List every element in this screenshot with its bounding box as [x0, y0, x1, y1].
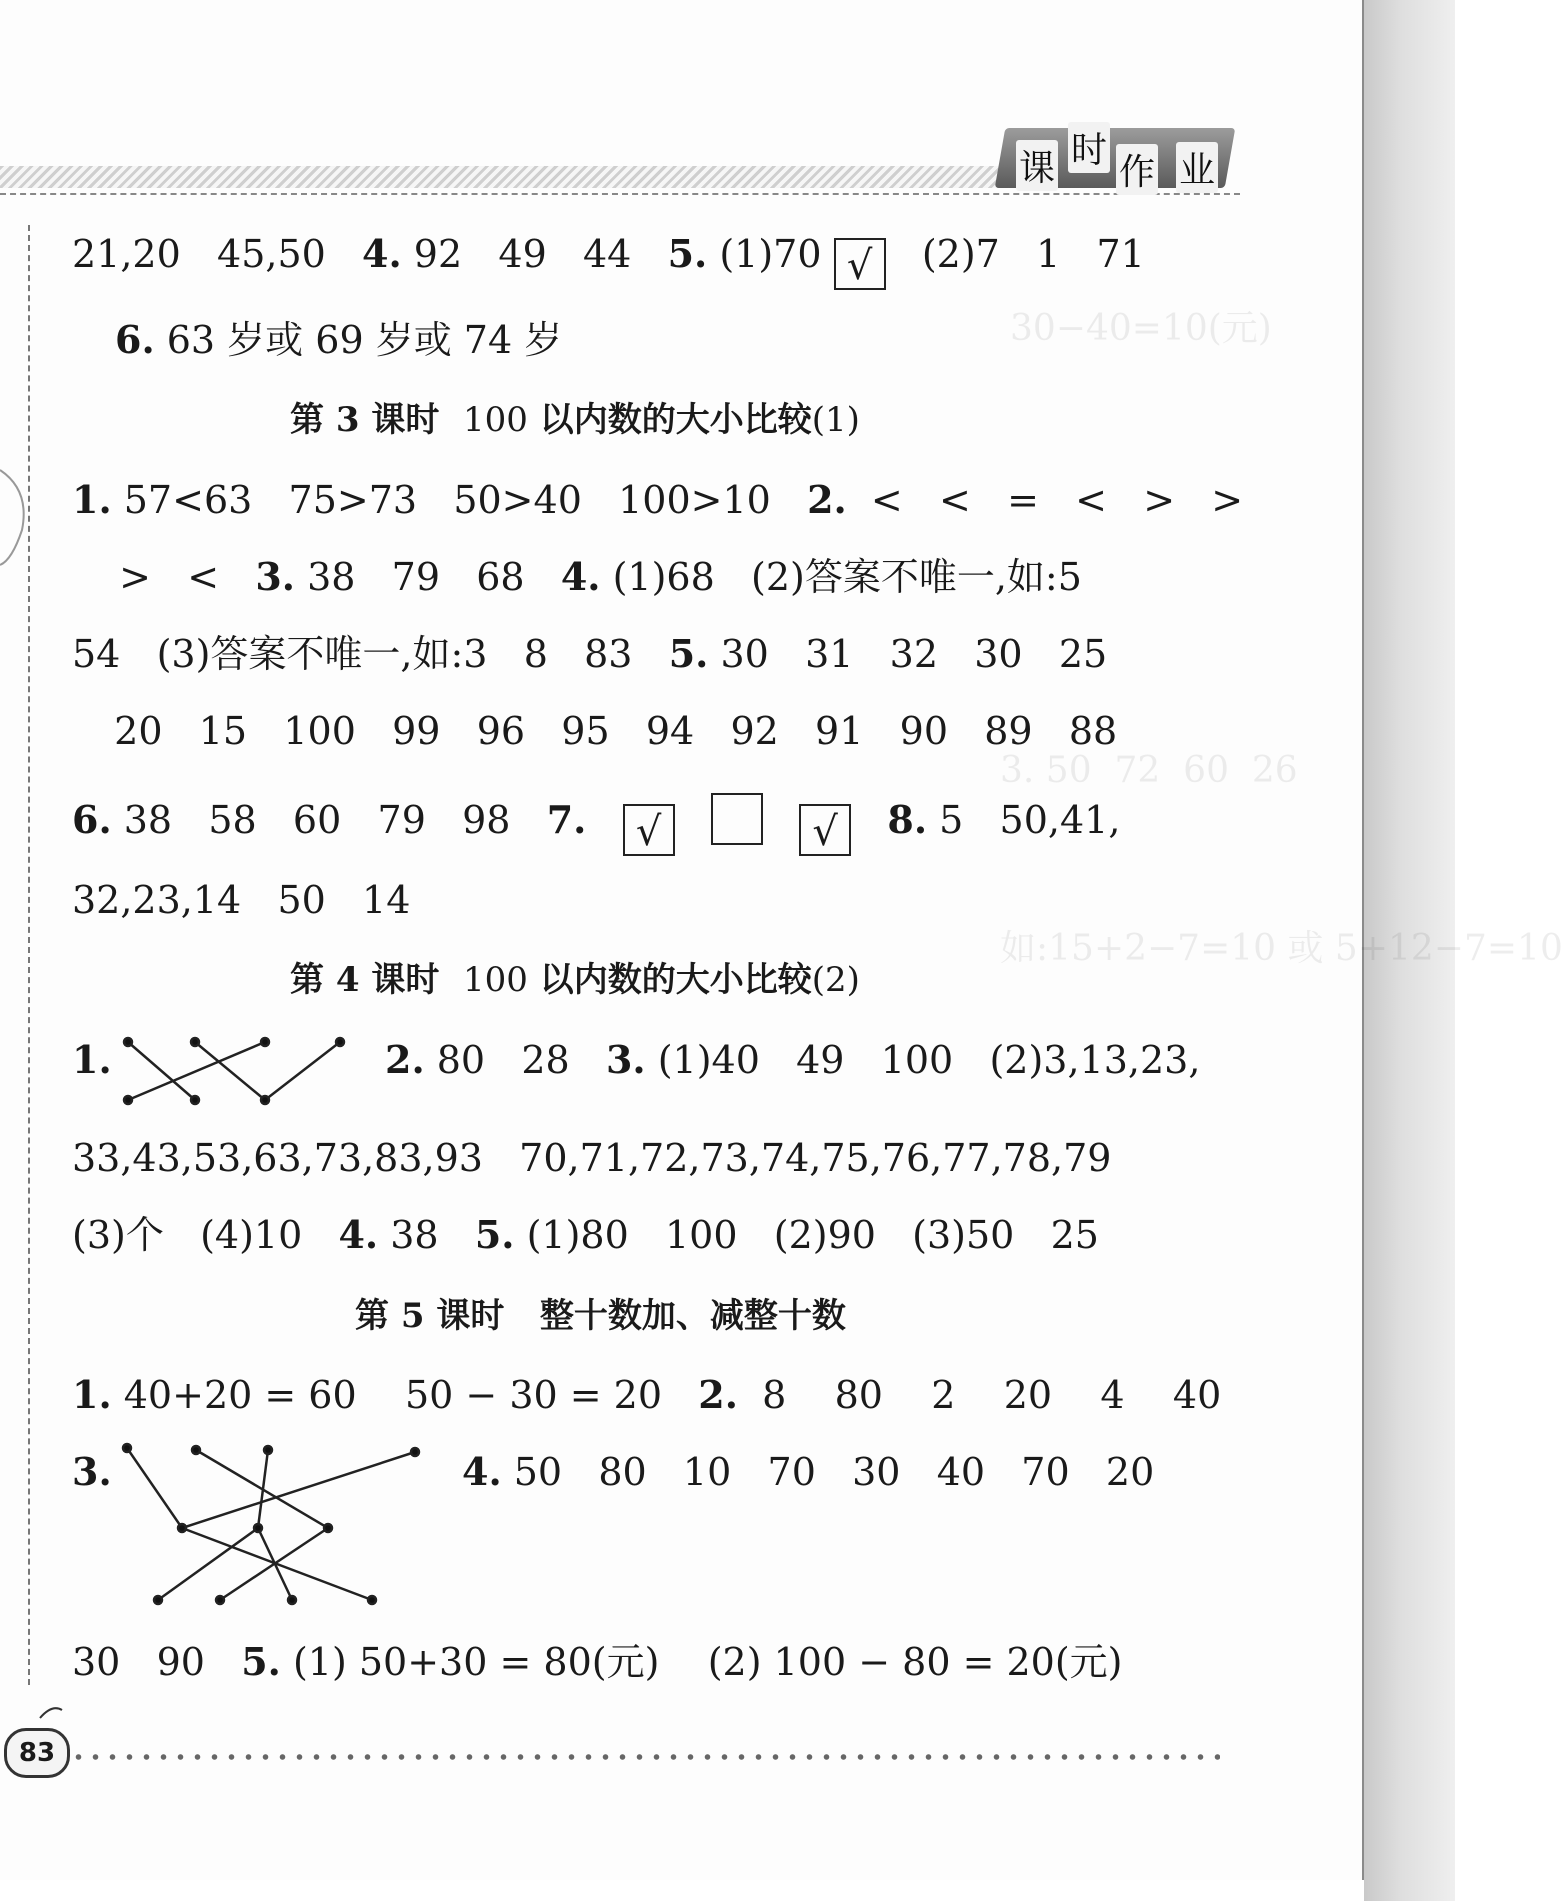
question-number: 2. — [385, 1037, 425, 1082]
answer-text: 57<63 75>73 50>40 100>10 — [111, 478, 808, 522]
apple-icon — [40, 1708, 62, 1718]
match-dot — [178, 1524, 186, 1532]
match-line — [127, 1448, 182, 1528]
match-dot — [216, 1596, 224, 1604]
page-number: 83 — [4, 1728, 70, 1778]
match-dot — [368, 1596, 376, 1604]
question-number: 4. — [362, 231, 402, 276]
answer-text: 30 31 32 30 25 — [708, 632, 1108, 676]
question-number: 2. — [807, 477, 847, 522]
match-line — [258, 1450, 268, 1528]
match-dot — [264, 1446, 272, 1454]
answer-text: (1) 50+30 = 80(元) (2) 100 − 80 = 20(元) — [280, 1640, 1123, 1684]
question-number: 4. — [462, 1449, 502, 1494]
question-number: 3. — [605, 1037, 646, 1082]
match-dot — [123, 1444, 131, 1452]
margin-leaf-doodle — [0, 470, 24, 565]
heading-text: 100 — [463, 400, 528, 440]
question-number: 4. — [338, 1212, 379, 1257]
answer-text: 80 28 — [424, 1038, 606, 1082]
match-dot — [324, 1524, 332, 1532]
answer-text: > < — [95, 555, 256, 599]
show-through-text: 如:15+2−7=10 或 5+12−7=10 — [1000, 928, 1563, 969]
question-number: 6. — [115, 317, 155, 362]
question-number: 1. — [72, 1037, 112, 1082]
answer-text: 38 79 68 — [294, 555, 561, 599]
heading-text: (1) — [811, 400, 860, 440]
question-number: 6. — [72, 797, 112, 842]
match-dot — [261, 1096, 269, 1104]
heading-text: 第 5 课时 整十数加、减整十数 — [355, 1296, 846, 1336]
answer-text: (1)70 — [707, 232, 834, 276]
answer-text: 5 50,41, — [927, 798, 1121, 842]
heading-text: 以内数的大小比较 — [527, 400, 812, 440]
answer-text: (1)80 100 (2)90 (3)50 25 — [514, 1213, 1099, 1257]
match-dot — [411, 1448, 419, 1456]
answer-text: 38 58 60 79 98 — [111, 798, 547, 842]
match-dot — [124, 1038, 132, 1046]
question-number: 5. — [668, 631, 709, 676]
match-line — [265, 1042, 340, 1100]
title-char-3: 作 — [1116, 144, 1158, 195]
show-through-text: 30−40=10(元) — [1010, 308, 1272, 349]
match-dot — [191, 1096, 199, 1104]
question-number: 1. — [72, 1372, 112, 1417]
match-line — [128, 1042, 195, 1100]
question-number: 3. — [72, 1449, 112, 1494]
answer-text: 54 (3)答案不唯一,如:3 8 83 — [72, 632, 669, 676]
match-dot — [254, 1524, 262, 1532]
title-char-1: 课 — [1016, 140, 1058, 191]
answer-text: 32,23,14 50 14 — [72, 878, 411, 922]
answer-text: 38 — [378, 1213, 475, 1257]
matching-diagram-q3 — [123, 1444, 419, 1604]
question-number: 5. — [667, 231, 708, 276]
match-dot — [336, 1038, 344, 1046]
question-number: 8. — [887, 797, 928, 842]
answer-text: 40+20 = 60 50 − 30 = 20 — [111, 1373, 699, 1417]
answer-text: 50 80 10 70 30 40 70 20 — [501, 1450, 1155, 1494]
match-line — [195, 1042, 265, 1100]
answer-text: (1)40 49 100 (2)3,13,23, — [645, 1038, 1201, 1082]
title-char-4: 业 — [1176, 142, 1218, 193]
match-dot — [261, 1038, 269, 1046]
check-box-checked: √ — [834, 238, 886, 290]
question-number: 5. — [474, 1212, 515, 1257]
leaf-outline — [0, 470, 24, 565]
answer-text: 8 80 2 20 4 40 — [737, 1373, 1222, 1417]
question-number: 1. — [72, 477, 112, 522]
answer-text: 33,43,53,63,73,83,93 70,71,72,73,74,75,76,77,78,79 — [72, 1136, 1112, 1180]
question-number: 7. — [546, 797, 587, 842]
match-dot — [154, 1596, 162, 1604]
question-number: 5. — [241, 1639, 281, 1684]
answer-text: (3)个 (4)10 — [72, 1213, 339, 1257]
heading-text: 以内数的大小比较 — [527, 960, 812, 1000]
footer-dotted-line — [70, 1752, 1220, 1762]
answer-text: 63 岁或 69 岁或 74 岁 — [154, 318, 563, 362]
answer-text: < < = < > > — [846, 478, 1244, 522]
check-box-checked: √ — [799, 804, 851, 856]
answer-text: 30 90 — [72, 1640, 242, 1684]
answer-text: 21,20 45,50 — [72, 232, 363, 276]
question-number: 4. — [560, 554, 601, 599]
matching-diagram-q1 — [124, 1038, 344, 1104]
answer-text: (1)68 (2)答案不唯一,如:5 — [600, 555, 1082, 599]
answer-text: 20 15 100 99 96 95 94 92 91 90 89 88 — [90, 709, 1118, 753]
heading-text: 第 3 课时 — [290, 400, 464, 440]
answer-text: (2)7 1 71 — [885, 232, 1145, 276]
heading-text: (2) — [811, 960, 860, 1000]
check-box-checked: √ — [623, 804, 675, 856]
match-dot — [191, 1038, 199, 1046]
match-line — [128, 1042, 265, 1100]
match-dot — [192, 1446, 200, 1454]
match-line — [182, 1528, 372, 1600]
apple-stem — [40, 1708, 62, 1718]
title-char-2: 时 — [1068, 122, 1110, 173]
answer-text: 92 49 44 — [401, 232, 668, 276]
question-number: 3. — [255, 554, 295, 599]
match-dot — [288, 1596, 296, 1604]
show-through-text: 3. 50 72 60 26 — [1000, 750, 1298, 791]
heading-text: 第 4 课时 — [290, 960, 464, 1000]
heading-text: 100 — [463, 960, 528, 1000]
question-number: 2. — [698, 1372, 738, 1417]
match-line — [220, 1528, 328, 1600]
match-dot — [124, 1096, 132, 1104]
